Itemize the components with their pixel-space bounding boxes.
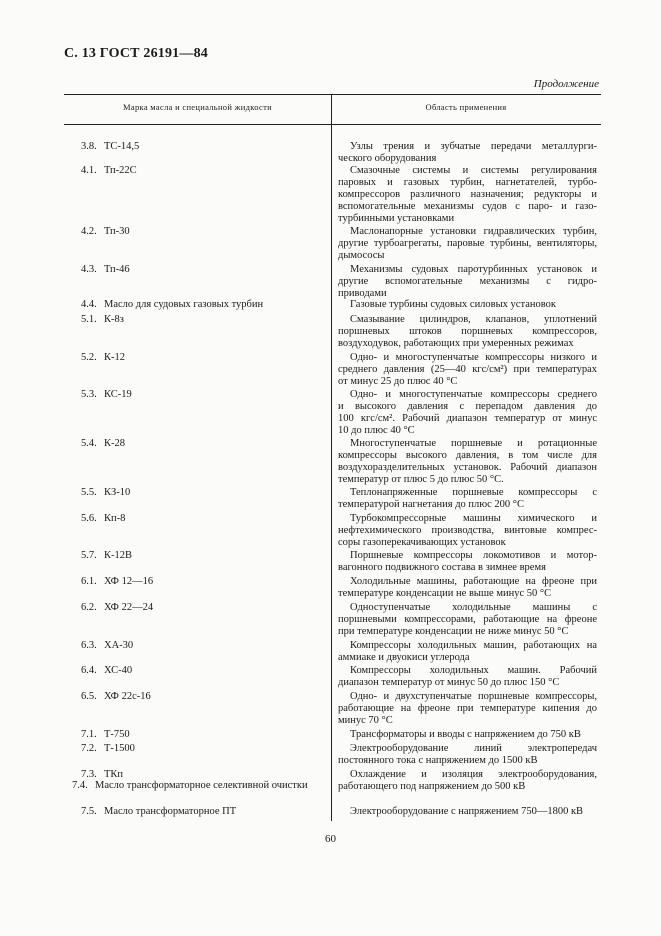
item-number: 5.7. — [81, 550, 97, 561]
oil-grade-cell — [81, 165, 331, 177]
table-header-rule — [64, 124, 601, 125]
oil-grade-name: К-12 — [104, 352, 125, 363]
application-text-line: приводами — [338, 287, 387, 299]
item-number: 5.6. — [81, 513, 97, 524]
application-cell — [338, 729, 597, 741]
application-text-line: воздуходувок, работающих при умеренных режимах — [338, 337, 574, 349]
application-text-line: паровых и газовых турбин, нагнетателей, турбо- — [338, 176, 597, 188]
oil-grade-cell — [81, 141, 331, 153]
application-cell — [338, 743, 597, 767]
column-header-application: Область применения — [425, 102, 507, 112]
item-number: 7.2. — [81, 743, 97, 754]
application-text-line: аммиаке и двуокиси углерода — [338, 651, 470, 663]
application-text-line: Турбокомпрессорные машины химического и — [350, 513, 597, 524]
application-text-line: нефтехимического производства, винтовые компрес- — [338, 524, 597, 536]
item-number: 6.5. — [81, 691, 97, 702]
application-text-line: поршневыми компрессорами, работающие на фреоне — [338, 613, 597, 625]
application-text-line: Одно- и двухступенчатые поршневые компрессоры, — [350, 691, 597, 702]
application-text-line: другие вспомогательные механизмы с гидро- — [338, 275, 597, 287]
item-number: 6.4. — [81, 665, 97, 676]
application-cell — [338, 438, 597, 486]
application-cell — [338, 389, 597, 437]
application-text-line: минус 70 °С — [338, 714, 393, 726]
oil-grade-name: Кп-8 — [104, 513, 126, 524]
oil-grade-cell — [81, 438, 331, 450]
application-text-line: постоянного тока с напряжением до 1500 кВ — [338, 754, 538, 766]
application-cell — [338, 226, 597, 262]
application-cell — [338, 487, 597, 511]
item-number: 6.2. — [81, 602, 97, 613]
item-number: 5.5. — [81, 487, 97, 498]
oil-grade-name: Тп-30 — [104, 226, 130, 237]
application-text-line: Смазывание цилиндров, клапанов, уплотнений — [350, 314, 597, 325]
oil-grade-name: КЗ-10 — [104, 487, 131, 498]
application-text-line: Электрооборудование с напряжением 750—1800 кВ — [350, 806, 584, 817]
application-cell — [338, 550, 597, 574]
application-text-line: Электрооборудование линий электропередач — [350, 743, 597, 754]
application-text-line: Газовые турбины судовых силовых установок — [350, 299, 556, 310]
item-number: 7.5. — [81, 806, 97, 817]
application-cell — [338, 602, 597, 638]
application-cell — [338, 640, 597, 664]
application-text-line: при температуре конденсации не ниже минус 50 °С — [338, 625, 569, 637]
continuation-label: Продолжение — [533, 78, 599, 90]
application-text-line: Компрессоры холодильных машин, работающих на — [350, 640, 597, 651]
application-text-line: среднего давления (25—40 кгс/см²) при температурах — [338, 363, 597, 375]
application-cell — [338, 576, 597, 600]
application-text-line: Одно- и многоступенчатые компрессоры низкого и — [350, 352, 597, 363]
application-text-line: воздухоразделительных установок. Рабочий диапазон — [338, 461, 597, 473]
item-number: 3.8. — [81, 141, 97, 152]
application-text-line: ческого оборудования — [338, 152, 437, 164]
application-text-line: Одноступенчатые холодильные машины с — [350, 602, 597, 613]
item-number: 5.3. — [81, 389, 97, 400]
application-text-line: вспомогательные механизмы судов с паро- и газо- — [338, 200, 597, 212]
application-text-line: Трансформаторы и вводы с напряжением до 750 кВ — [350, 729, 581, 740]
item-number: 4.3. — [81, 264, 97, 275]
oil-grade-name: Т-1500 — [104, 743, 135, 754]
oil-grade-cell — [81, 729, 331, 741]
application-text-line: Холодильные машины, работающие на фреоне при — [350, 576, 597, 587]
oil-grade-cell — [81, 487, 331, 499]
item-number: 7.1. — [81, 729, 97, 740]
application-text-line: дымососы — [338, 249, 385, 261]
oil-grade-cell — [81, 550, 331, 562]
oil-grade-cell — [81, 513, 331, 525]
oil-grade-name: КС-19 — [104, 389, 132, 400]
application-cell — [338, 513, 597, 549]
item-number: 4.2. — [81, 226, 97, 237]
application-text-line: температурой нагнетания до плюс 200 °С — [338, 498, 524, 510]
oil-grade-cell — [81, 665, 331, 677]
application-text-line: Охлаждение и изоляция электрооборудования, — [350, 769, 597, 780]
oil-grade-name: ХФ 22с-16 — [104, 691, 151, 702]
application-text-line: Одно- и многоступенчатые компрессоры среднего — [350, 389, 597, 400]
oil-grade-cell — [81, 806, 331, 818]
oil-grade-name: К-8з — [104, 314, 124, 325]
oil-grade-name: Тп-46 — [104, 264, 130, 275]
application-cell — [338, 299, 597, 311]
application-text-line: компрессоры высокого давления, в том числе для — [338, 449, 597, 461]
oil-grade-name: К-12В — [104, 550, 133, 561]
oil-grade-cell — [81, 576, 331, 588]
oil-grade-cell — [81, 640, 331, 652]
oil-grade-name: ХФ 22—24 — [104, 602, 154, 613]
application-text-line: работающего под напряжением до 500 кВ — [338, 780, 526, 792]
application-text-line: Компрессоры холодильных машин. Рабочий — [350, 665, 597, 676]
application-cell — [338, 769, 597, 793]
application-text-line: от минус 25 до плюс 40 °С — [338, 375, 458, 387]
oil-grade-name: Тп-22С — [104, 165, 137, 176]
table-top-rule — [64, 94, 601, 95]
oil-grade-cell — [81, 226, 331, 238]
application-text-line: температуре конденсации не выше минус 50 °С — [338, 587, 552, 599]
application-text-line: и высокого давления с перепадом давления до — [338, 400, 597, 412]
application-text-line: Теплонапряженные поршневые компрессоры с — [350, 487, 597, 498]
oil-grade-cell — [81, 389, 331, 401]
item-number: 4.4. — [81, 299, 97, 310]
oil-grade-name: ХС-40 — [104, 665, 133, 676]
item-number: 6.1. — [81, 576, 97, 587]
oil-grade-name: ТКп — [104, 769, 124, 780]
application-cell — [338, 665, 597, 689]
oil-grade-cell — [81, 264, 331, 276]
application-text-line: 10 до плюс 40 °С — [338, 424, 415, 436]
oil-grade-cell — [81, 602, 331, 614]
application-text-line: компрессоров различного назначения; редукторы и — [338, 188, 597, 200]
application-cell — [338, 352, 597, 388]
application-cell — [338, 806, 597, 818]
application-text-line: Узлы трения и зубчатые передачи металлурги- — [350, 141, 597, 152]
application-cell — [338, 314, 597, 350]
item-number: 5.2. — [81, 352, 97, 363]
application-text-line: Маслонапорные установки гидравлических турбин, — [350, 226, 597, 237]
oil-grade-cell — [81, 691, 331, 703]
application-cell — [338, 165, 597, 224]
application-cell — [338, 141, 597, 165]
application-text-line: Смазочные системы и системы регулирования — [350, 165, 597, 176]
application-text-line: Многоступенчатые поршневые и ротационные — [350, 438, 597, 449]
application-text-line: другие турбоагрегаты, паровые турбины, вентиляторы, — [338, 237, 597, 249]
application-text-line: 100 кгс/см². Рабочий диапазон температур от минус — [338, 412, 597, 424]
oil-grade-name: К-28 — [104, 438, 125, 449]
application-text-line: Поршневые компрессоры локомотивов и мотор- — [350, 550, 597, 561]
oil-grade-name: ХФ 12—16 — [104, 576, 154, 587]
application-text-line: турбинными установками — [338, 212, 455, 224]
application-text-line: температур от плюс 5 до плюс 50 °С. — [338, 473, 504, 485]
oil-grade-name: ТС-14,5 — [104, 141, 140, 152]
oil-grade-name: ХА-30 — [104, 640, 134, 651]
page-header-title: С. 13 ГОСТ 26191—84 — [64, 46, 208, 61]
item-number: 7.4. — [72, 780, 88, 791]
oil-grade-cell — [81, 314, 331, 326]
application-text-line: Механизмы судовых паротурбинных установок и — [350, 264, 597, 275]
oil-grade-cell — [81, 352, 331, 364]
application-text-line: вагонного подвижного состава в зимнее время — [338, 561, 546, 573]
oil-grade-cell — [81, 299, 331, 311]
application-cell — [338, 264, 597, 300]
item-number: 5.4. — [81, 438, 97, 449]
oil-grade-name: Т-750 — [104, 729, 130, 740]
application-text-line: соры газоперекачивающих установок — [338, 536, 506, 548]
item-number: 6.3. — [81, 640, 97, 651]
oil-grade-name: Масло трансформаторное ПТ — [104, 806, 237, 817]
application-text-line: диапазон температур от минус 50 до плюс 150 °С — [338, 676, 560, 688]
oil-grade-name: Масло для судовых газовых турбин — [104, 299, 264, 310]
oil-grade-cell — [72, 780, 332, 792]
page-number: 60 — [325, 833, 336, 845]
item-number: 5.1. — [81, 314, 97, 325]
oil-grade-cell — [81, 743, 331, 755]
item-number: 7.3. — [81, 769, 97, 780]
oil-grade-name: Масло трансформаторное селективной очистки — [95, 780, 308, 791]
column-header-mark: Марка масла и специальной жидкости — [123, 102, 272, 112]
item-number: 4.1. — [81, 165, 97, 176]
application-text-line: работающие на фреоне при температуре кипения до — [338, 702, 597, 714]
table-column-divider — [331, 94, 332, 821]
application-cell — [338, 691, 597, 727]
application-text-line: поршневых штоков поршневых компрессоров, — [338, 325, 597, 337]
